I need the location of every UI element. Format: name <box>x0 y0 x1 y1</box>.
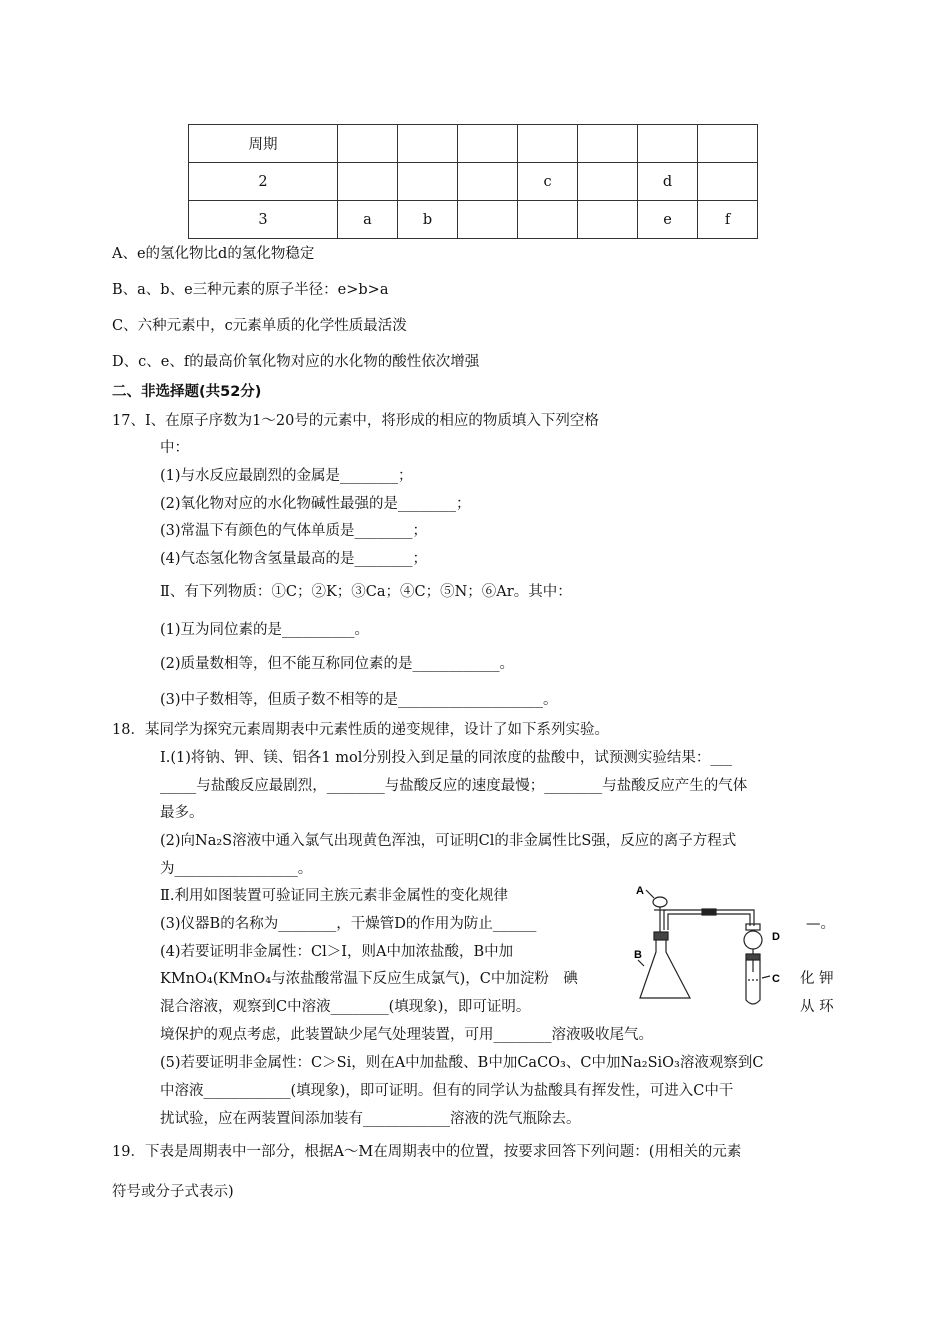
q17-stem-cont: 中： <box>160 440 189 456</box>
q16-option-b: B、a、b、e三种元素的原子半径：e>b>a <box>112 282 389 298</box>
q17-part2-intro: Ⅱ、有下列物质：①C；②K；③Ca；④C；⑤N；⑥Ar。其中： <box>160 584 572 600</box>
q19-stem: 19．下表是周期表中一部分，根据A～M在周期表中的位置，按要求回答下列问题：(用相关的元素 <box>112 1144 742 1160</box>
q18-line: 扰试验，应在两装置间添加装有____________溶液的洗气瓶除去。 <box>160 1111 581 1127</box>
q17-stem: 17、Ⅰ、在原子序数为1～20号的元素中，将形成的相应的物质填入下列空格 <box>112 413 599 429</box>
table-row <box>189 125 758 163</box>
figure-label-c: C <box>772 973 780 985</box>
table-cell: 2 <box>189 163 338 201</box>
q17-part1-item: (4)气态氢化物含氢量最高的是________； <box>160 551 428 567</box>
table-cell <box>338 125 398 163</box>
table-cell: e <box>638 201 698 239</box>
table-cell: f <box>698 201 758 239</box>
table-cell <box>458 125 518 163</box>
q18-line: Ⅱ.利用如图装置可验证同主族元素非金属性的变化规律 <box>160 888 508 904</box>
figure-label-b: B <box>634 949 642 961</box>
table-cell: a <box>338 201 398 239</box>
table-cell <box>458 201 518 239</box>
q18-line: (5)若要证明非金属性：C＞Si，则在A中加盐酸、B中加CaCO₃、C中加Na₂SiO₃溶液观察到C <box>160 1055 764 1071</box>
test-tube-icon <box>746 954 770 1004</box>
drying-tube-icon <box>744 924 762 972</box>
q16-option-c: C、六种元素中，c元素单质的化学性质最活泼 <box>112 318 407 334</box>
q18-line: Ⅰ.(1)将钠、钾、镁、铝各1 mol分别投入到足量的同浓度的盐酸中，试预测实验结果：___ <box>160 750 733 766</box>
q18-line: 混合溶液，观察到C中溶液________(填现象)，即可证明。 <box>160 999 531 1015</box>
q19-stem-cont: 符号或分子式表示) <box>112 1184 234 1200</box>
q17-part1-item: (1)与水反应最剧烈的金属是________； <box>160 468 413 484</box>
q16-option-d: D、c、e、f的最高价氧化物对应的水化物的酸性依次增强 <box>112 354 480 370</box>
q18-line-fragment: 化 钾 <box>800 971 834 987</box>
lab-apparatus-figure <box>632 880 792 1010</box>
q18-line: 最多。 <box>160 805 204 821</box>
table-row <box>189 201 758 239</box>
table-cell <box>698 163 758 201</box>
q18-line: 境保护的观点考虑，此装置缺少尾气处理装置，可用________溶液吸收尾气。 <box>160 1027 653 1043</box>
q17-part1-item: (3)常温下有颜色的气体单质是________； <box>160 523 428 539</box>
table-cell <box>638 125 698 163</box>
q18-line: (4)若要证明非金属性：Cl＞I，则A中加浓盐酸，B中加 <box>160 944 514 960</box>
table-row <box>189 163 758 201</box>
q18-line: (2)向Na₂S溶液中通入氯气出现黄色浑浊，可证明Cl的非金属性比S强，反应的离子方程式 <box>160 833 737 849</box>
q17-part1-item: (2)氧化物对应的水化物碱性最强的是________； <box>160 496 471 512</box>
table-cell <box>398 125 458 163</box>
q17-part2-item: (3)中子数相等，但质子数不相等的是____________________。 <box>160 692 558 708</box>
table-cell <box>458 163 518 201</box>
table-cell: c <box>518 163 578 201</box>
table-cell <box>578 125 638 163</box>
table-cell <box>578 163 638 201</box>
q18-stem: 18．某同学为探究元素周期表中元素性质的递变规律，设计了如下系列实验。 <box>112 722 609 738</box>
periodic-table-fragment <box>188 124 758 239</box>
q18-line-fragment: —。 <box>806 916 835 932</box>
q18-line: 为_________________。 <box>160 861 313 877</box>
q18-line: (3)仪器B的名称为________，干燥管D的作用为防止______ <box>160 916 537 932</box>
table-cell: 周期 <box>189 125 338 163</box>
delivery-tube-icon <box>664 909 754 930</box>
conical-flask-icon <box>638 932 690 998</box>
table-cell <box>578 201 638 239</box>
q16-option-a: A、e的氢化物比d的氢化物稳定 <box>112 246 315 262</box>
table-cell <box>698 125 758 163</box>
figure-label-a: A <box>636 885 644 897</box>
table-cell <box>398 163 458 201</box>
table-cell <box>338 163 398 201</box>
table-cell <box>518 201 578 239</box>
figure-label-d: D <box>772 931 780 943</box>
table-cell: b <box>398 201 458 239</box>
q17-part2-item: (1)互为同位素的是__________。 <box>160 622 370 638</box>
section-heading: 二、非选择题(共52分) <box>112 384 262 400</box>
q18-line: KMnO₄(KMnO₄与浓盐酸常温下反应生成氯气)，C中加淀粉 碘 <box>160 971 578 987</box>
q18-line-fragment: 从 环 <box>800 999 834 1015</box>
table-cell: d <box>638 163 698 201</box>
q18-line: 中溶液____________(填现象)，即可证明。但有的同学认为盐酸具有挥发性，可进入C中干 <box>160 1083 734 1099</box>
q18-line: _____与盐酸反应最剧烈，________与盐酸反应的速度最慢；________与盐酸反应产生的气体 <box>160 778 748 794</box>
q17-part2-item: (2)质量数相等，但不能互称同位素的是____________。 <box>160 656 515 672</box>
table-cell <box>518 125 578 163</box>
table-cell: 3 <box>189 201 338 239</box>
